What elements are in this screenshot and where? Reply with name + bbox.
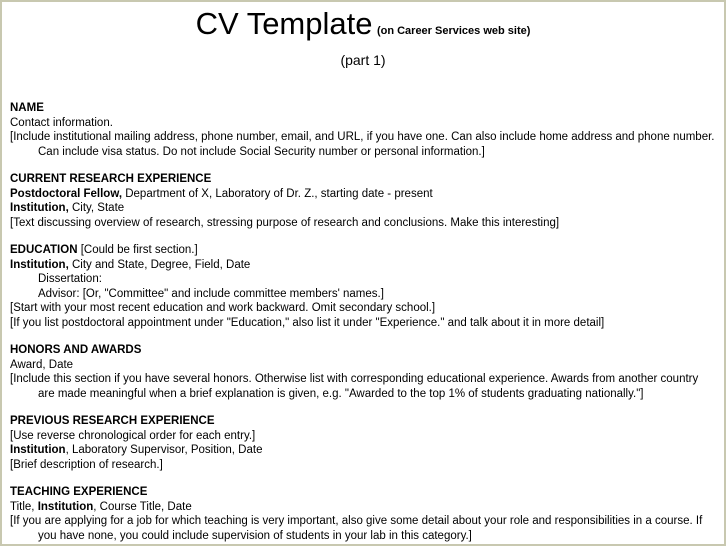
teaching-title: Title, — [10, 500, 38, 513]
title-line — [2, 6, 724, 49]
section-current-research — [10, 172, 716, 230]
instruction-note: [Text discussing overview of research, stressing purpose of research and conclusions. Make this interesting] — [10, 216, 560, 229]
instruction-note: [Include institutional mailing address, phone number, email, and URL, if you have one. Can also include home address and phone number. Can include visa status. Do not include Social Security number or personal information.] — [10, 131, 715, 158]
teaching-details: , Course Title, Date — [93, 500, 192, 513]
institution-line — [10, 443, 716, 458]
document-body — [10, 101, 716, 546]
title-note: (on Career Services web site) — [376, 25, 531, 37]
institution-label: Institution — [10, 444, 66, 456]
section-honors — [10, 343, 716, 401]
section-heading: CURRENT RESEARCH EXPERIENCE — [10, 173, 212, 185]
position-line — [10, 187, 716, 202]
position-title: Postdoctoral Fellow, — [10, 187, 123, 200]
section-heading: TEACHING EXPERIENCE — [10, 486, 148, 498]
section-education — [10, 243, 716, 330]
section-heading: EDUCATION — [10, 244, 78, 256]
instruction-note: [Brief description of research.] — [10, 458, 163, 471]
institution-details: City and State, Degree, Field, Date — [68, 258, 251, 271]
section-heading-line — [10, 243, 716, 258]
section-heading: PREVIOUS RESEARCH EXPERIENCE — [10, 415, 215, 427]
institution-details: City, State — [68, 202, 125, 214]
document-header — [2, 6, 724, 69]
section-heading: HONORS AND AWARDS — [10, 344, 142, 356]
contact-line: Contact information. — [10, 116, 113, 129]
document-title: CV Template — [195, 6, 373, 41]
instruction-note: [Include this section if you have several honors. Otherwise list with corresponding educational experience. Awards from another country are made meaningful when a brief explanation is given, e.g. "Awarded to the top 1% of students graduating nationally."] — [10, 373, 699, 400]
document-subtitle: (part 1) — [340, 52, 386, 68]
instruction-note: [If you list postdoctoral appointment under "Education," also list it under "Experience." and talk about it in more detail] — [10, 316, 605, 329]
institution-details: , Laboratory Supervisor, Position, Date — [65, 444, 263, 456]
dissertation-line: Dissertation: — [38, 273, 102, 285]
instruction-note: [Start with your most recent education and work backward. Omit secondary school.] — [10, 302, 436, 314]
award-line: Award, Date — [10, 358, 74, 371]
position-details: Department of X, Laboratory of Dr. Z., starting date - present — [122, 187, 433, 200]
heading-note: [Could be first section.] — [77, 244, 198, 256]
instruction-note: [Use reverse chronological order for each entry.] — [10, 429, 256, 442]
institution-label: Institution — [37, 500, 94, 513]
institution-line — [10, 201, 716, 216]
section-name — [10, 101, 716, 159]
institution-line — [10, 258, 716, 273]
instruction-note: [If you are applying for a job for which teaching is very important, also give some detail about your role and responsibilities in a course. If you have none, you could include supervision of students in your lab in this category.] — [10, 515, 703, 542]
section-previous-research — [10, 414, 716, 472]
teaching-entry-line — [10, 500, 716, 515]
advisor-line: Advisor: [Or, "Committee" and include committee members' names.] — [38, 287, 384, 300]
section-teaching — [10, 485, 716, 543]
institution-label: Institution, — [10, 202, 69, 214]
section-heading: NAME — [10, 102, 44, 114]
institution-label: Institution, — [10, 258, 69, 271]
